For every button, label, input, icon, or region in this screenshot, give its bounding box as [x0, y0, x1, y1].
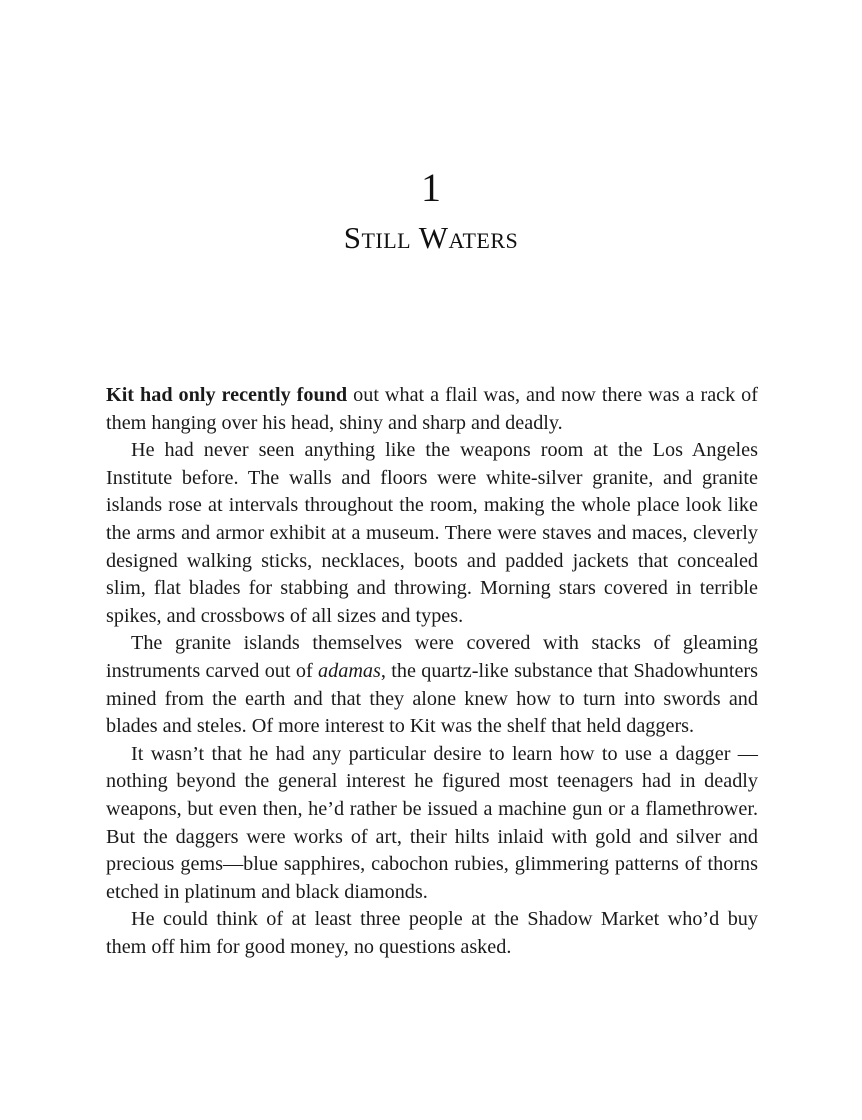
lead-in-text: Kit had only recently found: [106, 384, 348, 406]
paragraph-4: It wasn’t that he had any particular desire to learn how to use a dagger —nothing beyond the general interest he figured most teenagers had in deadly weapons, but even then, he’d rather be issued a machine gun or a flamethrower. But the daggers were works of art, their hilts inlaid with gold and silver and precious gems—blue sapphires, cabochon rubies, glimmering patterns of thorns etched in platinum and black diamonds.: [106, 742, 758, 903]
paragraph-3: [106, 630, 758, 740]
paragraph-5: He could think of at least three people at the Shadow Market who’d buy them off him for good money, no questions asked.: [106, 908, 758, 958]
paragraph-1: [106, 382, 758, 437]
paragraph-text: The granite islands themselves were covered with stacks of gleaming instruments carved out of: [106, 632, 758, 682]
chapter-body: [106, 382, 758, 961]
chapter-number: 1: [421, 165, 441, 210]
paragraph-2: He had never seen anything like the weapons room at the Los Angeles Institute before. The walls and floors were white-silver granite, and granite islands rose at intervals throughout the room, making the whole place look like the arms and armor exhibit at a museum. There were staves and maces, cleverly designed walking sticks, necklaces, boots and padded jackets that concealed slim, flat blades for stabbing and throwing. Morning stars covered in terrible spikes, and crossbows of all sizes and types.: [106, 439, 758, 627]
paragraph-text: out what a flail was, and now there was a rack of them hanging over his head, shiny and sharp and deadly.: [106, 384, 759, 434]
paragraph-text: , the quartz-like substance that Shadowhunters mined from the earth and that they alone knew how to turn into swords and blades and steles. Of more interest to Kit was the shelf that held daggers.: [106, 659, 759, 738]
chapter-title: Still Waters: [343, 220, 519, 255]
italic-term: adamas: [318, 659, 381, 682]
